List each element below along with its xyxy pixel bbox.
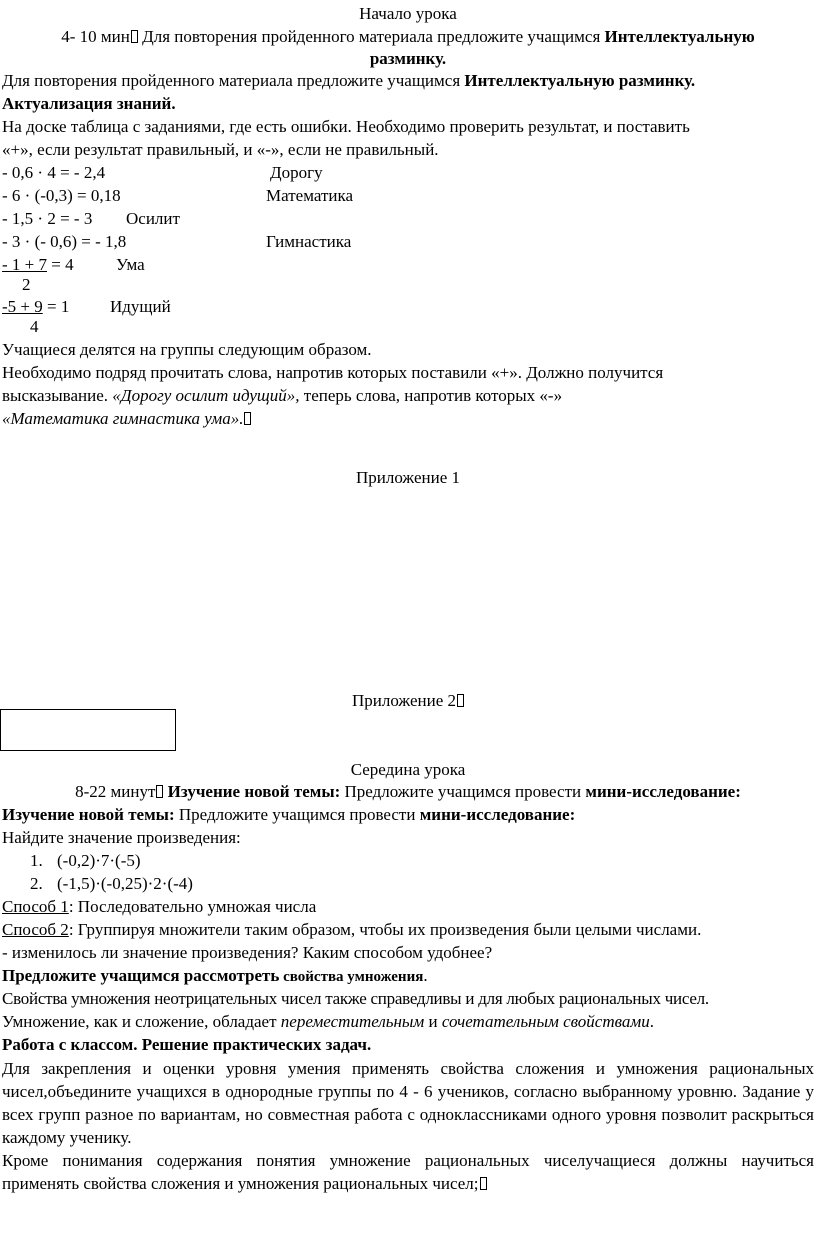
task-line-1: На доске таблица с заданиями, где есть ошибки. Необходимо проверить результат, и поставить	[2, 117, 690, 136]
appendix-1: Приложение 1	[356, 468, 460, 487]
repeat-bold: Интеллектуальную разминку.	[464, 71, 696, 90]
placeholder-glyph-icon	[156, 785, 163, 798]
exercise-word: Осилит	[126, 209, 180, 228]
instruction-text: Для повторения пройденного материала предложите учащимся	[137, 27, 605, 46]
new-topic-bold: Изучение новой темы:	[167, 782, 341, 801]
study-line	[2, 804, 575, 826]
method-label: Способ 1	[2, 897, 69, 916]
fraction-1-line	[2, 254, 74, 276]
exercise-word: Математика	[266, 186, 354, 205]
placeholder-glyph-icon	[457, 694, 464, 707]
list-item-number: 1.	[30, 851, 43, 870]
method-label: Способ 2	[2, 920, 69, 939]
paragraph-1: Для закрепления и оценки уровня умения применять свойства сложения и умножения рациональных чисел,объедините учащихся в однородные группы по 4 - 6 учеников, согласно выбранному уровню. Задание у всех групп разное по вариантам, но совместная работа с одноклассниками одного уровня позволит раскрыться каждому ученику.	[2, 1059, 814, 1147]
phrase-italic: «Математика гимнастика ума».	[2, 409, 244, 428]
consider-line	[2, 965, 428, 988]
time-text: 8-22 минут	[75, 782, 156, 801]
fraction-denominator: 4	[30, 317, 39, 336]
read-text: теперь слова, напротив которых «-»	[299, 386, 563, 405]
mult-text: Умножение, как и сложение, обладает	[2, 1012, 281, 1031]
appendix-2: Приложение 2	[352, 691, 456, 710]
consider-bold: Предложите учащимся рассмотреть	[2, 966, 280, 985]
new-topic-bold: Изучение новой темы:	[2, 805, 175, 824]
fraction-result: = 1	[42, 297, 70, 316]
instruction-text: Предложите учащимся провести	[340, 782, 586, 801]
actualization-heading: Актуализация знаний.	[2, 94, 176, 113]
instruction-text: Предложите учащимся провести	[174, 805, 420, 824]
mult-text: и	[424, 1012, 442, 1031]
exercise-expr: - 0,6 · 4 = - 2,4	[2, 163, 106, 182]
work-heading: Работа с классом. Решение практических задач.	[2, 1035, 372, 1054]
placeholder-glyph-icon	[244, 412, 251, 425]
exercise-expr: - 1,5 · 2 = - 3	[2, 209, 93, 228]
list-item: (-0,2)·7·(-5)	[57, 851, 141, 870]
exercise-expr: - 3 · (- 0,6) = - 1,8	[2, 232, 127, 251]
empty-frame	[0, 709, 176, 751]
consider-bold-small: свойства умножения	[279, 969, 424, 985]
time-text: 4- 10 мин	[61, 27, 130, 46]
start-heading: Начало урока	[359, 4, 457, 23]
fraction-numerator: -5 + 9	[2, 297, 43, 316]
repeat-line	[2, 70, 695, 92]
punctuation: .	[423, 966, 428, 985]
research-bold: мини-исследование:	[419, 805, 576, 824]
exercise-word: Ума	[116, 255, 145, 274]
task-line-2: «+», если результат правильный, и «-», если не правильный.	[2, 140, 439, 159]
mult-italic: переместительным	[280, 1012, 425, 1031]
fraction-numerator: - 1 + 7	[2, 255, 47, 274]
multiplication-line	[2, 1011, 654, 1033]
read-text: высказывание.	[2, 386, 113, 405]
list-item: (-1,5)·(-0,25)·2·(-4)	[57, 874, 193, 893]
exercise-word: Дорогу	[270, 163, 323, 182]
exercise-expr: - 6 · (-0,3) = 0,18	[2, 186, 121, 205]
properties-line: Свойства умножения неотрицательных чисел также справедливы и для любых рациональных чисел.	[2, 989, 709, 1008]
method-text: : Группируя множители таким образом, чтобы их произведения были целыми числами.	[68, 920, 702, 939]
method-text: : Последовательно умножая числа	[68, 897, 317, 916]
read-line-3	[2, 408, 251, 430]
warmup-bold: Интеллектуальную	[604, 27, 755, 46]
groups-text: Учащиеся делятся на группы следующим образом.	[2, 340, 372, 359]
read-line-2	[2, 385, 562, 407]
research-bold: мини-исследование:	[585, 782, 741, 801]
fraction-result: = 4	[47, 255, 74, 274]
placeholder-glyph-icon	[131, 30, 138, 43]
warmup-continuation: разминку.	[369, 49, 447, 68]
middle-time-line	[0, 781, 816, 803]
exercise-word: Идущий	[110, 297, 171, 316]
punctuation: .	[649, 1012, 654, 1031]
repeat-text: Для повторения пройденного материала предложите учащимся	[2, 71, 465, 90]
exercise-word: Гимнастика	[266, 232, 352, 251]
middle-heading: Середина урока	[350, 760, 466, 779]
find-text: Найдите значение произведения:	[2, 828, 241, 847]
mult-italic: сочетательным свойствами	[441, 1012, 650, 1031]
placeholder-glyph-icon	[480, 1177, 487, 1190]
list-item-number: 2.	[30, 874, 43, 893]
paragraph-2-text: Кроме понимания содержания понятия умножение рациональных чиселучащиеся должны научиться применять свойства сложения и умножения рациональных чисел;	[2, 1151, 814, 1193]
read-line-1: Необходимо подряд прочитать слова, напротив которых поставили «+». Должно получится	[2, 363, 664, 382]
phrase-italic: «Дорогу осилит идущий»,	[112, 386, 300, 405]
question-text: - изменилось ли значение произведения? Каким способом удобнее?	[2, 943, 493, 962]
method-1	[2, 896, 316, 918]
fraction-denominator: 2	[22, 275, 31, 294]
fraction-2-line	[2, 296, 69, 318]
paragraph-2	[2, 1149, 814, 1195]
method-2	[2, 919, 701, 941]
start-time-line	[0, 26, 816, 48]
